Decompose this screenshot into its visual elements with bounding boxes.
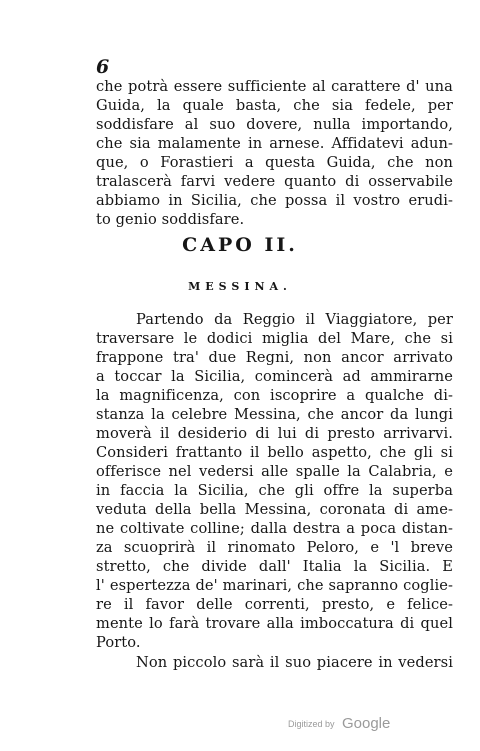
google-logo: Google	[341, 715, 391, 733]
intro-line: to genio soddisfare.	[96, 211, 245, 228]
body-line: stretto, che divide dall' Italia la Sicilia. E	[96, 558, 453, 575]
body-line: moverà il desiderio di lui di presto arrivarvi.	[96, 425, 453, 442]
body-line: in faccia la Sicilia, che gli offre la superba	[96, 482, 453, 499]
body-line: stanza la celebre Messina, che ancor da lungi	[96, 406, 453, 423]
intro-line: tralascerà farvi vedere quanto di osservabile	[96, 173, 453, 190]
body-line: Non piccolo sarà il suo piacere in vedersi	[136, 654, 453, 671]
body-line: mente lo farà trovare alla imboccatura di quel	[96, 615, 453, 632]
intro-line: che sia malamente in arnese. Affidatevi adun-	[96, 135, 453, 152]
body-line: traversare le dodici miglia del Mare, che si	[96, 330, 453, 347]
section-title: MESSINA.	[188, 280, 292, 293]
intro-line: que, o Forastieri a questa Guida, che non	[96, 154, 453, 171]
page-number: 6	[96, 56, 110, 78]
chapter-title: CAPO II.	[182, 234, 298, 256]
body-line: Consideri frattanto il bello aspetto, che gli si	[96, 444, 453, 461]
intro-line: che potrà essere sufficiente al carattere d' una	[96, 78, 453, 95]
body-line: re il favor delle correnti, presto, e felice-	[96, 596, 453, 613]
intro-line: soddisfare al suo dovere, nulla importando,	[96, 116, 453, 133]
body-line: l' espertezza de' marinari, che sapranno coglie-	[96, 577, 453, 594]
watermark-digitized-text: Digitized by	[288, 718, 335, 729]
body-line: za scuoprirà il rinomato Peloro, e 'l breve	[96, 539, 453, 556]
intro-line: Guida, la quale basta, che sia fedele, per	[96, 97, 453, 114]
body-line: veduta della bella Messina, coronata di ame-	[96, 501, 453, 518]
body-line: a toccar la Sicilia, comincerà ad ammirarne	[96, 368, 453, 385]
body-line: Partendo da Reggio il Viaggiatore, per	[136, 311, 453, 328]
body-line: la magnificenza, con iscoprire a qualche di-	[96, 387, 453, 404]
digitized-by-watermark	[288, 715, 390, 733]
body-line: frappone tra' due Regni, non ancor arrivato	[96, 349, 453, 366]
body-line: ne coltivate colline; dalla destra a poca distan-	[96, 520, 453, 537]
body-line: offerisce nel vedersi alle spalle la Calabria, e	[96, 463, 453, 480]
body-line: Porto.	[96, 634, 141, 651]
intro-line: abbiamo in Sicilia, che possa il vostro erudi-	[96, 192, 453, 209]
